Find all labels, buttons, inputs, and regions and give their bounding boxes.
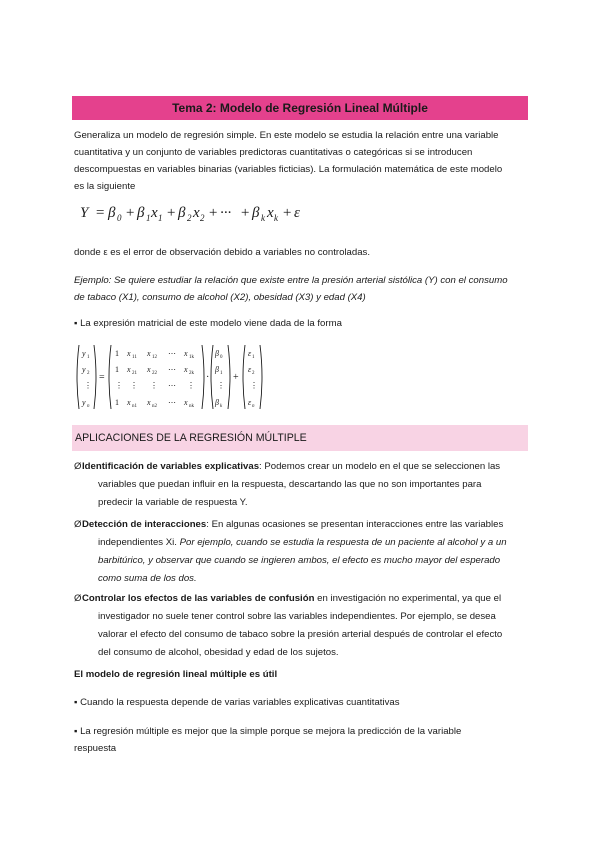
svg-text:x: x <box>184 349 188 358</box>
svg-text:x: x <box>147 365 151 374</box>
svg-text:21: 21 <box>132 371 137 376</box>
svg-text:y: y <box>82 365 86 374</box>
svg-text:0: 0 <box>117 213 122 223</box>
svg-text:n: n <box>87 404 90 409</box>
svg-text:β: β <box>108 205 116 221</box>
svg-text:x: x <box>127 349 131 358</box>
application-item <box>74 458 529 512</box>
arrow-bullet-icon: Ø <box>74 461 82 472</box>
application-text: independientes Xi. <box>98 537 180 548</box>
intro-line: cuantitativa y un conjunto de variables predictoras cuantitativas o categóricas si se introducen <box>74 147 473 158</box>
application-text: valorar el efecto del consumo de tabaco sobre la presión arterial después de controlar el efecto <box>98 629 503 640</box>
svg-text:1: 1 <box>87 355 90 360</box>
svg-text:·: · <box>206 372 210 383</box>
svg-text:+: + <box>125 205 136 221</box>
application-text: investigador no suele tener control sobre las variables independientes. Por ejemplo, se desea <box>98 611 496 622</box>
useful-line: ▪ La regresión múltiple es mejor que la simple porque se mejora la predicción de la variable <box>74 726 462 737</box>
svg-text:β: β <box>215 398 219 407</box>
example-line: Ejemplo: Se quiere estudiar la relación que existe entre la presión arterial sistólica (Y) con el consumo <box>74 275 508 286</box>
svg-text:⋮: ⋮ <box>84 381 92 390</box>
svg-text:2k: 2k <box>189 371 194 376</box>
svg-text:x: x <box>184 398 188 407</box>
application-text: : En algunas ocasiones se presentan interacciones entre las variables <box>206 519 504 530</box>
application-example: como suma de los dos. <box>98 573 197 584</box>
title-banner <box>72 96 528 120</box>
svg-text:+: + <box>240 205 251 221</box>
svg-text:x: x <box>127 398 131 407</box>
svg-text:0: 0 <box>220 355 223 360</box>
svg-text:⋯: ⋯ <box>168 365 176 374</box>
svg-text:⋮: ⋮ <box>187 381 195 390</box>
svg-text:1k: 1k <box>189 355 194 360</box>
svg-text:2: 2 <box>87 371 90 376</box>
svg-text:⋯: ⋯ <box>168 349 176 358</box>
svg-text:x: x <box>147 398 151 407</box>
svg-text:n2: n2 <box>152 404 157 409</box>
svg-text:k: k <box>274 213 278 223</box>
svg-text:ε: ε <box>248 349 252 358</box>
application-heading: Controlar los efectos de las variables de confusión <box>82 593 315 604</box>
application-text: variables que puedan influir en la respuesta, descartando las que no son importantes para <box>98 479 482 490</box>
application-example: barbitúrico, y observar que cuando se ingieren ambos, el efecto es mucho mayor del esperado <box>98 555 501 566</box>
svg-text:1: 1 <box>158 213 163 223</box>
application-heading: Identificación de variables explicativas <box>82 461 260 472</box>
svg-text:β: β <box>137 205 145 221</box>
application-text: predecir la variable de respuesta Y. <box>98 497 248 508</box>
svg-text:1: 1 <box>115 398 119 407</box>
svg-text:ε: ε <box>248 365 252 374</box>
svg-text:2: 2 <box>252 371 255 376</box>
svg-text:n1: n1 <box>132 404 137 409</box>
regression-formula <box>78 199 438 225</box>
application-text: : Podemos crear un modelo en el que se seleccionen las <box>259 461 501 472</box>
application-item <box>74 590 529 662</box>
svg-text:x: x <box>127 365 131 374</box>
example-line: de tabaco (X1), consumo de alcohol (X2), obesidad (X3) y edad (X4) <box>74 292 366 303</box>
application-example: Por ejemplo, cuando se estudia la respuesta de un paciente al alcohol y a un <box>179 537 507 548</box>
svg-text:β: β <box>252 205 260 221</box>
intro-line: descompuestas en variables binarias (variables ficticias). La formulación matemática de este modelo <box>74 164 503 175</box>
svg-text:1: 1 <box>146 213 151 223</box>
svg-text:β: β <box>215 349 219 358</box>
intro-paragraph <box>74 127 529 195</box>
svg-text:β: β <box>215 365 219 374</box>
svg-text:⋮: ⋮ <box>250 381 258 390</box>
svg-text:=: = <box>95 205 106 221</box>
svg-text:n: n <box>252 404 255 409</box>
matrix-graphic <box>74 343 294 411</box>
svg-text:x: x <box>147 349 151 358</box>
svg-text:x: x <box>184 365 188 374</box>
svg-text:y: y <box>82 349 86 358</box>
error-note: donde ε es el error de observación debido a variables no controladas. <box>74 247 371 258</box>
svg-text:12: 12 <box>152 355 157 360</box>
svg-text:+: + <box>233 372 239 383</box>
svg-text:1: 1 <box>220 371 223 376</box>
svg-text:11: 11 <box>132 355 137 360</box>
svg-text:1: 1 <box>115 365 119 374</box>
application-text: en investigación no experimental, ya que el <box>314 593 502 604</box>
application-item <box>74 516 529 588</box>
svg-text:2: 2 <box>200 213 205 223</box>
svg-text:x: x <box>267 205 274 221</box>
page-title: Tema 2: Modelo de Regresión Lineal Múltiple <box>172 101 428 115</box>
svg-text:⋯: ⋯ <box>168 381 176 390</box>
svg-text:⋯: ⋯ <box>168 398 176 407</box>
matrix-equation <box>74 343 294 411</box>
svg-text:ε: ε <box>248 398 252 407</box>
svg-text:+: + <box>208 205 219 221</box>
example-paragraph <box>74 272 529 306</box>
arrow-bullet-icon: Ø <box>74 593 82 604</box>
intro-line: Generaliza un modelo de regresión simple. En este modelo se estudia la relación entre una variable <box>74 130 499 141</box>
formula-graphic <box>78 199 438 225</box>
section-title: APLICACIONES DE LA REGRESIÓN MÚLTIPLE <box>75 432 307 444</box>
svg-text:2: 2 <box>187 213 192 223</box>
svg-text:Y: Y <box>80 205 89 221</box>
application-heading: Detección de interacciones <box>82 519 207 530</box>
svg-text:x: x <box>151 205 158 221</box>
svg-text:⋮: ⋮ <box>217 381 225 390</box>
svg-text:x: x <box>193 205 200 221</box>
svg-text:k: k <box>220 404 223 409</box>
svg-text:···: ··· <box>220 205 232 221</box>
svg-text:+: + <box>166 205 177 221</box>
useful-heading: El modelo de regresión lineal múltiple es útil <box>74 669 278 680</box>
svg-text:1: 1 <box>115 349 119 358</box>
svg-text:⋮: ⋮ <box>130 381 138 390</box>
svg-text:ε: ε <box>294 205 300 221</box>
svg-text:y: y <box>82 398 86 407</box>
svg-text:+: + <box>282 205 293 221</box>
useful-line: respuesta <box>74 743 117 754</box>
svg-text:⋮: ⋮ <box>115 381 123 390</box>
svg-text:k: k <box>261 213 265 223</box>
matrix-intro: ▪ La expresión matricial de este modelo viene dada de la forma <box>74 318 342 329</box>
svg-text:β: β <box>178 205 186 221</box>
svg-text:=: = <box>99 372 105 383</box>
svg-text:⋮: ⋮ <box>150 381 158 390</box>
svg-text:nk: nk <box>189 404 194 409</box>
arrow-bullet-icon: Ø <box>74 519 82 530</box>
useful-item <box>74 723 529 757</box>
section-banner <box>72 425 528 451</box>
application-text: del consumo de alcohol, obesidad y edad de los sujetos. <box>98 647 339 658</box>
intro-line: es la siguiente <box>74 181 136 192</box>
useful-item: ▪ Cuando la respuesta depende de varias variables explicativas cuantitativas <box>74 697 400 708</box>
svg-text:1: 1 <box>252 355 255 360</box>
svg-text:22: 22 <box>152 371 157 376</box>
